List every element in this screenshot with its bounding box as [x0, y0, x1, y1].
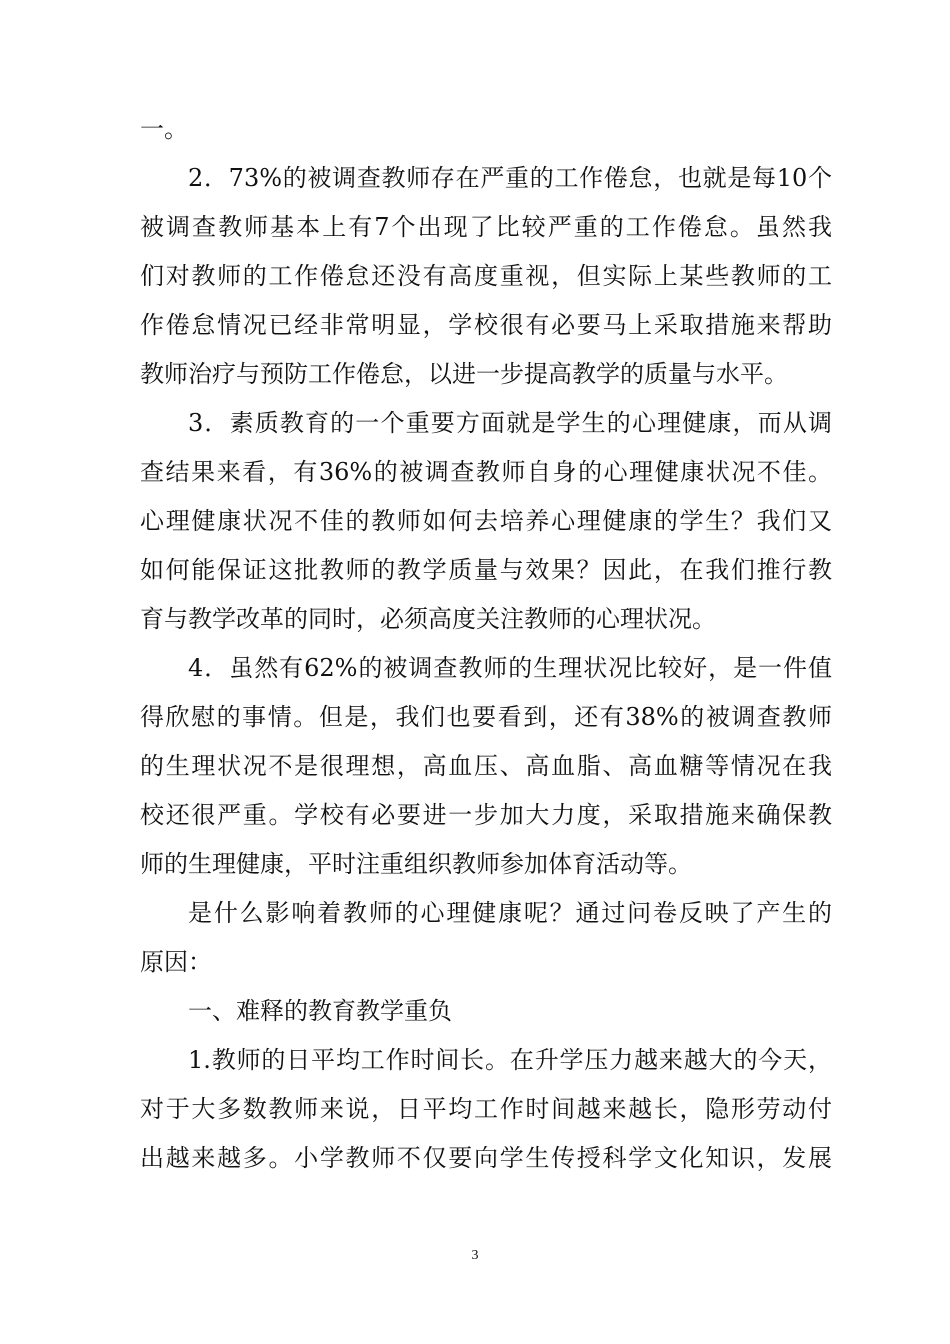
- text-line: 查结果来看，有36%的被调查教师自身的心理健康状况不佳。: [140, 458, 832, 486]
- text-line: 3．素质教育的一个重要方面就是学生的心理健康，而从调: [188, 409, 832, 437]
- text-line: 原因：: [140, 948, 212, 976]
- text-line: 1.教师的日平均工作时间长。在升学压力越来越大的今天，: [188, 1046, 832, 1074]
- text-line: 4．虽然有62%的被调查教师的生理状况比较好，是一件值: [188, 654, 832, 682]
- text-line: 被调查教师基本上有7个出现了比较严重的工作倦怠。虽然我: [140, 213, 832, 241]
- text-line: 校还很严重。学校有必要进一步加大力度，采取措施来确保教: [140, 801, 832, 829]
- text-line: 出越来越多。小学教师不仅要向学生传授科学文化知识，发展: [140, 1144, 832, 1172]
- text-line: 得欣慰的事情。但是，我们也要看到，还有38%的被调查教师: [140, 703, 832, 731]
- text-line: 教师治疗与预防工作倦怠，以进一步提高教学的质量与水平。: [140, 360, 788, 388]
- text-line: 2．73%的被调查教师存在严重的工作倦怠，也就是每10个: [188, 164, 832, 192]
- text-line: 师的生理健康，平时注重组织教师参加体育活动等。: [140, 850, 692, 878]
- text-line: 的生理状况不是很理想，高血压、高血脂、高血糖等情况在我: [140, 752, 832, 780]
- text-line: 如何能保证这批教师的教学质量与效果？因此，在我们推行教: [140, 556, 832, 584]
- text-line: 育与教学改革的同时，必须高度关注教师的心理状况。: [140, 605, 716, 633]
- page-number: 3: [471, 1248, 479, 1263]
- body-text: [140, 105, 832, 1183]
- text-line: 一、难释的教育教学重负: [188, 997, 452, 1025]
- text-line: 心理健康状况不佳的教师如何去培养心理健康的学生？我们又: [140, 507, 832, 535]
- text-line: 一。: [140, 115, 188, 143]
- text-line: 作倦怠情况已经非常明显，学校很有必要马上采取措施来帮助: [140, 311, 832, 339]
- text-line: 对于大多数教师来说，日平均工作时间越来越长，隐形劳动付: [140, 1095, 832, 1123]
- text-line: 们对教师的工作倦怠还没有高度重视，但实际上某些教师的工: [140, 262, 832, 290]
- text-line: 是什么影响着教师的心理健康呢？通过问卷反映了产生的: [188, 899, 832, 927]
